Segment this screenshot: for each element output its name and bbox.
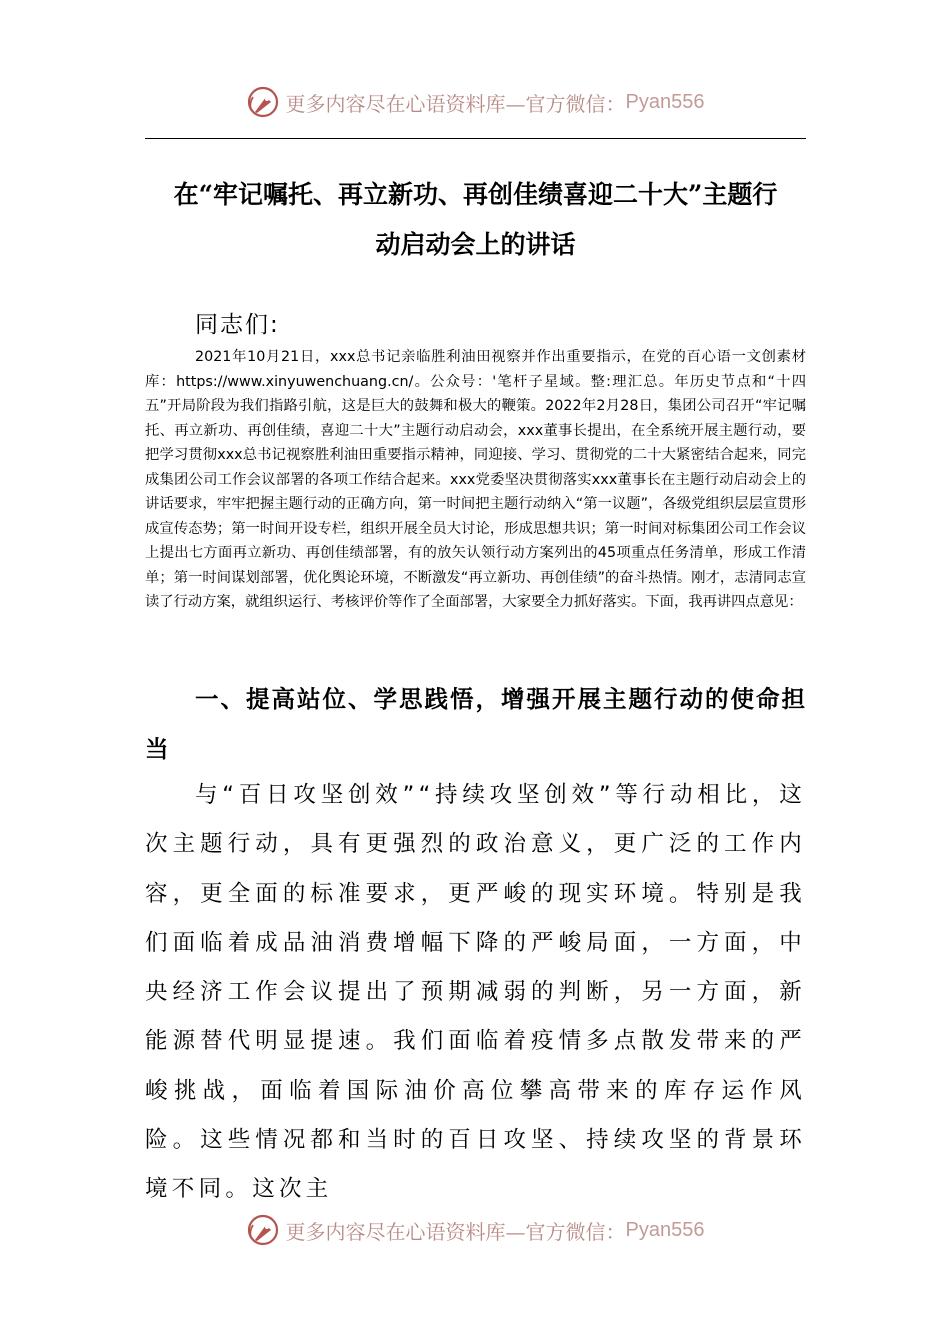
- title-line-2: 动启动会上的讲话: [375, 230, 576, 259]
- section-heading-1: 一、提高站位、学思践悟，增强开展主题行动的使命担当: [145, 685, 806, 763]
- header-banner: [0, 82, 950, 122]
- salutation: 同志们:: [195, 312, 280, 338]
- document-title: [145, 170, 806, 270]
- body-paragraph-1: 与“百日攻坚创效”“持续攻坚创效”等行动相比，这次主题行动，具有更强烈的政治意义，更广泛的工作内容，更全面的标准要求，更严峻的现实环境。特别是我们面临着成品油消费增幅下降的严峻局面，一方面，中央经济工作会议提出了预期减弱的判断，另一方面，新能源替代明显提速。我们面临着疫情多点散发带来的严峻挑战，面临着国际油价高位攀高带来的库存运作风险。这些情况都和当时的百日攻坚、持续攻坚的背景环境不同。这次主: [145, 782, 806, 1203]
- banner-contact: Pyan556: [625, 90, 705, 113]
- pen-nib-logo-icon: [246, 85, 280, 119]
- banner-text: 更多内容尽在心语资料库—官方微信：: [285, 1219, 626, 1244]
- intro-paragraph: 2021年10月21日，xxx总书记亲临胜利油田视察并作出重要指示，在党的百心语一文创素材库：https://www.xinyuwenchuang.cn/。公众号：'笔杆子星域。整:理汇总。年历史节点和“十四五”开局阶段为我们指路引航，这是巨大的鼓舞和极大的鞭策。2022年2月28日，集团公司召开“牢记嘱托、再立新功、再创佳绩，喜迎二十大”主题行动启动会，xxx董事长提出，在全系统开展主题行动，要把学习贯彻xxx总书记视察胜利油田重要指示精神，同迎接、学习、贯彻党的二十大紧密结合起来，同完成集团公司工作会议部署的各项工作结合起来。xxx党委坚决贯彻落实xxx董事长在主题行动启动会上的讲话要求，牢牢把握主题行动的正确方向，第一时间把主题行动纳入“第一议题”，各级党组织层层宣贯形成宣传态势；第一时间开设专栏，组织开展全员大讨论，形成思想共识；第一时间对标集团公司工作会议上提出七方面再立新功、再创佳绩部署，有的放矢认领行动方案列出的45项重点任务清单，形成工作清单；第一时间谋划部署，优化舆论环境，不断激发“再立新功、再创佳绩”的奋斗热情。刚才，志清同志宣读了行动方案，就组织运行、考核评价等作了全面部署，大家要全力抓好落实。下面，我再讲四点意见：: [145, 349, 806, 610]
- pen-nib-logo-icon: [246, 1213, 280, 1247]
- title-line-1: 在“牢记嘱托、再立新功、再创佳绩喜迎二十大”主题行: [173, 180, 778, 209]
- banner-text: 更多内容尽在心语资料库—官方微信：: [285, 91, 626, 116]
- footer-banner: [0, 1210, 950, 1250]
- banner-contact: Pyan556: [625, 1218, 705, 1241]
- header-divider: [145, 138, 806, 139]
